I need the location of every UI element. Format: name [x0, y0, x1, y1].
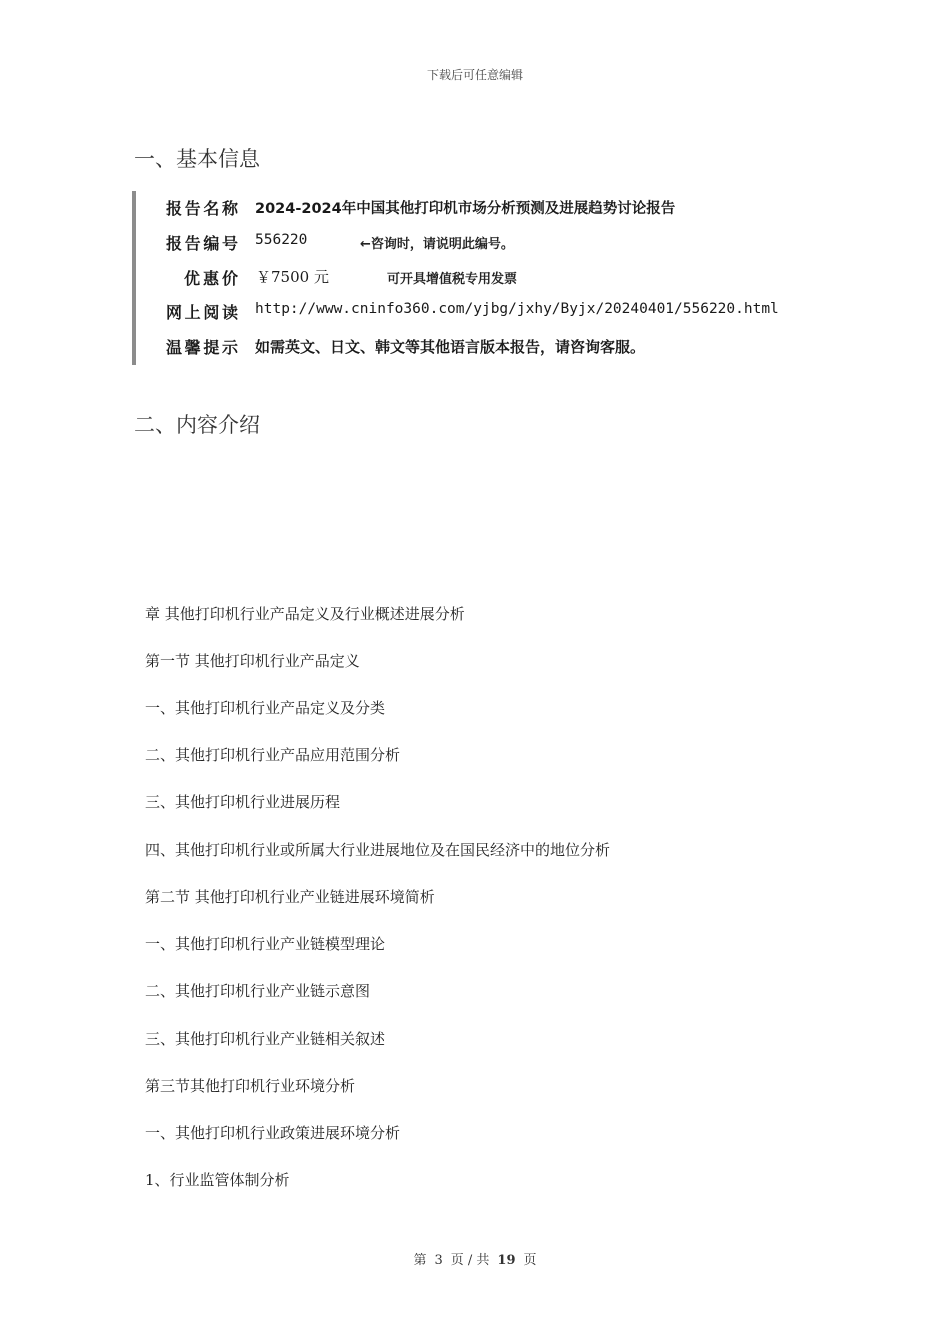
page-suffix: 页	[523, 1253, 537, 1268]
toc-item: 章 其他打印机行业产品定义及行业概述进展分析	[145, 605, 465, 623]
toc-item: 一、其他打印机行业政策进展环境分析	[145, 1124, 401, 1142]
toc-item: 四、其他打印机行业或所属大行业进展地位及在国民经济中的地位分析	[145, 841, 611, 859]
toc-item: 第三节其他打印机行业环境分析	[145, 1077, 356, 1095]
toc-item: 第二节 其他打印机行业产业链进展环境简析	[145, 888, 435, 906]
toc-item: 第一节 其他打印机行业产品定义	[145, 652, 360, 670]
header-note: 下载后可任意编辑	[426, 68, 523, 82]
page-current: 3	[434, 1253, 443, 1268]
toc-item: 二、其他打印机行业产品应用范围分析	[145, 746, 401, 764]
price-note: 可开具增值税专用发票	[387, 272, 518, 287]
info-block-accent-bar	[132, 191, 136, 365]
report-name-label: 报告名称	[166, 199, 238, 218]
toc-item: 三、其他打印机行业进展历程	[145, 793, 341, 811]
toc-item: 1、行业监管体制分析	[145, 1171, 290, 1189]
page-total: 19	[497, 1253, 516, 1268]
online-read-label: 网上阅读	[166, 303, 238, 322]
report-no-label: 报告编号	[166, 234, 238, 253]
toc-item: 一、其他打印机行业产业链模型理论	[145, 935, 386, 953]
toc-item: 三、其他打印机行业产业链相关叙述	[145, 1030, 386, 1048]
online-read-link[interactable]: http://www.cninfo360.com/yjbg/jxhy/Byjx/20240401/556220.html	[255, 301, 779, 317]
page-footer	[0, 1249, 950, 1268]
report-no-value: 556220	[255, 232, 308, 248]
section-title-basic-info: 一、基本信息	[134, 147, 260, 171]
tip-value: 如需英文、日文、韩文等其他语言版本报告，请咨询客服。	[255, 338, 646, 356]
price-value: ￥7500 元	[256, 268, 329, 286]
page-mid: 页 / 共	[450, 1253, 490, 1268]
price-label: 优惠价	[184, 269, 238, 288]
report-no-note: ←咨询时，请说明此编号。	[360, 237, 514, 252]
section-title-content-intro: 二、内容介绍	[134, 413, 260, 437]
page-prefix: 第	[413, 1253, 427, 1268]
toc-item: 一、其他打印机行业产品定义及分类	[145, 699, 386, 717]
toc-item: 二、其他打印机行业产业链示意图	[145, 982, 371, 1000]
tip-label: 温馨提示	[166, 338, 238, 357]
report-name-value: 2024-2024年中国其他打印机市场分析预测及进展趋势讨论报告	[255, 201, 676, 217]
